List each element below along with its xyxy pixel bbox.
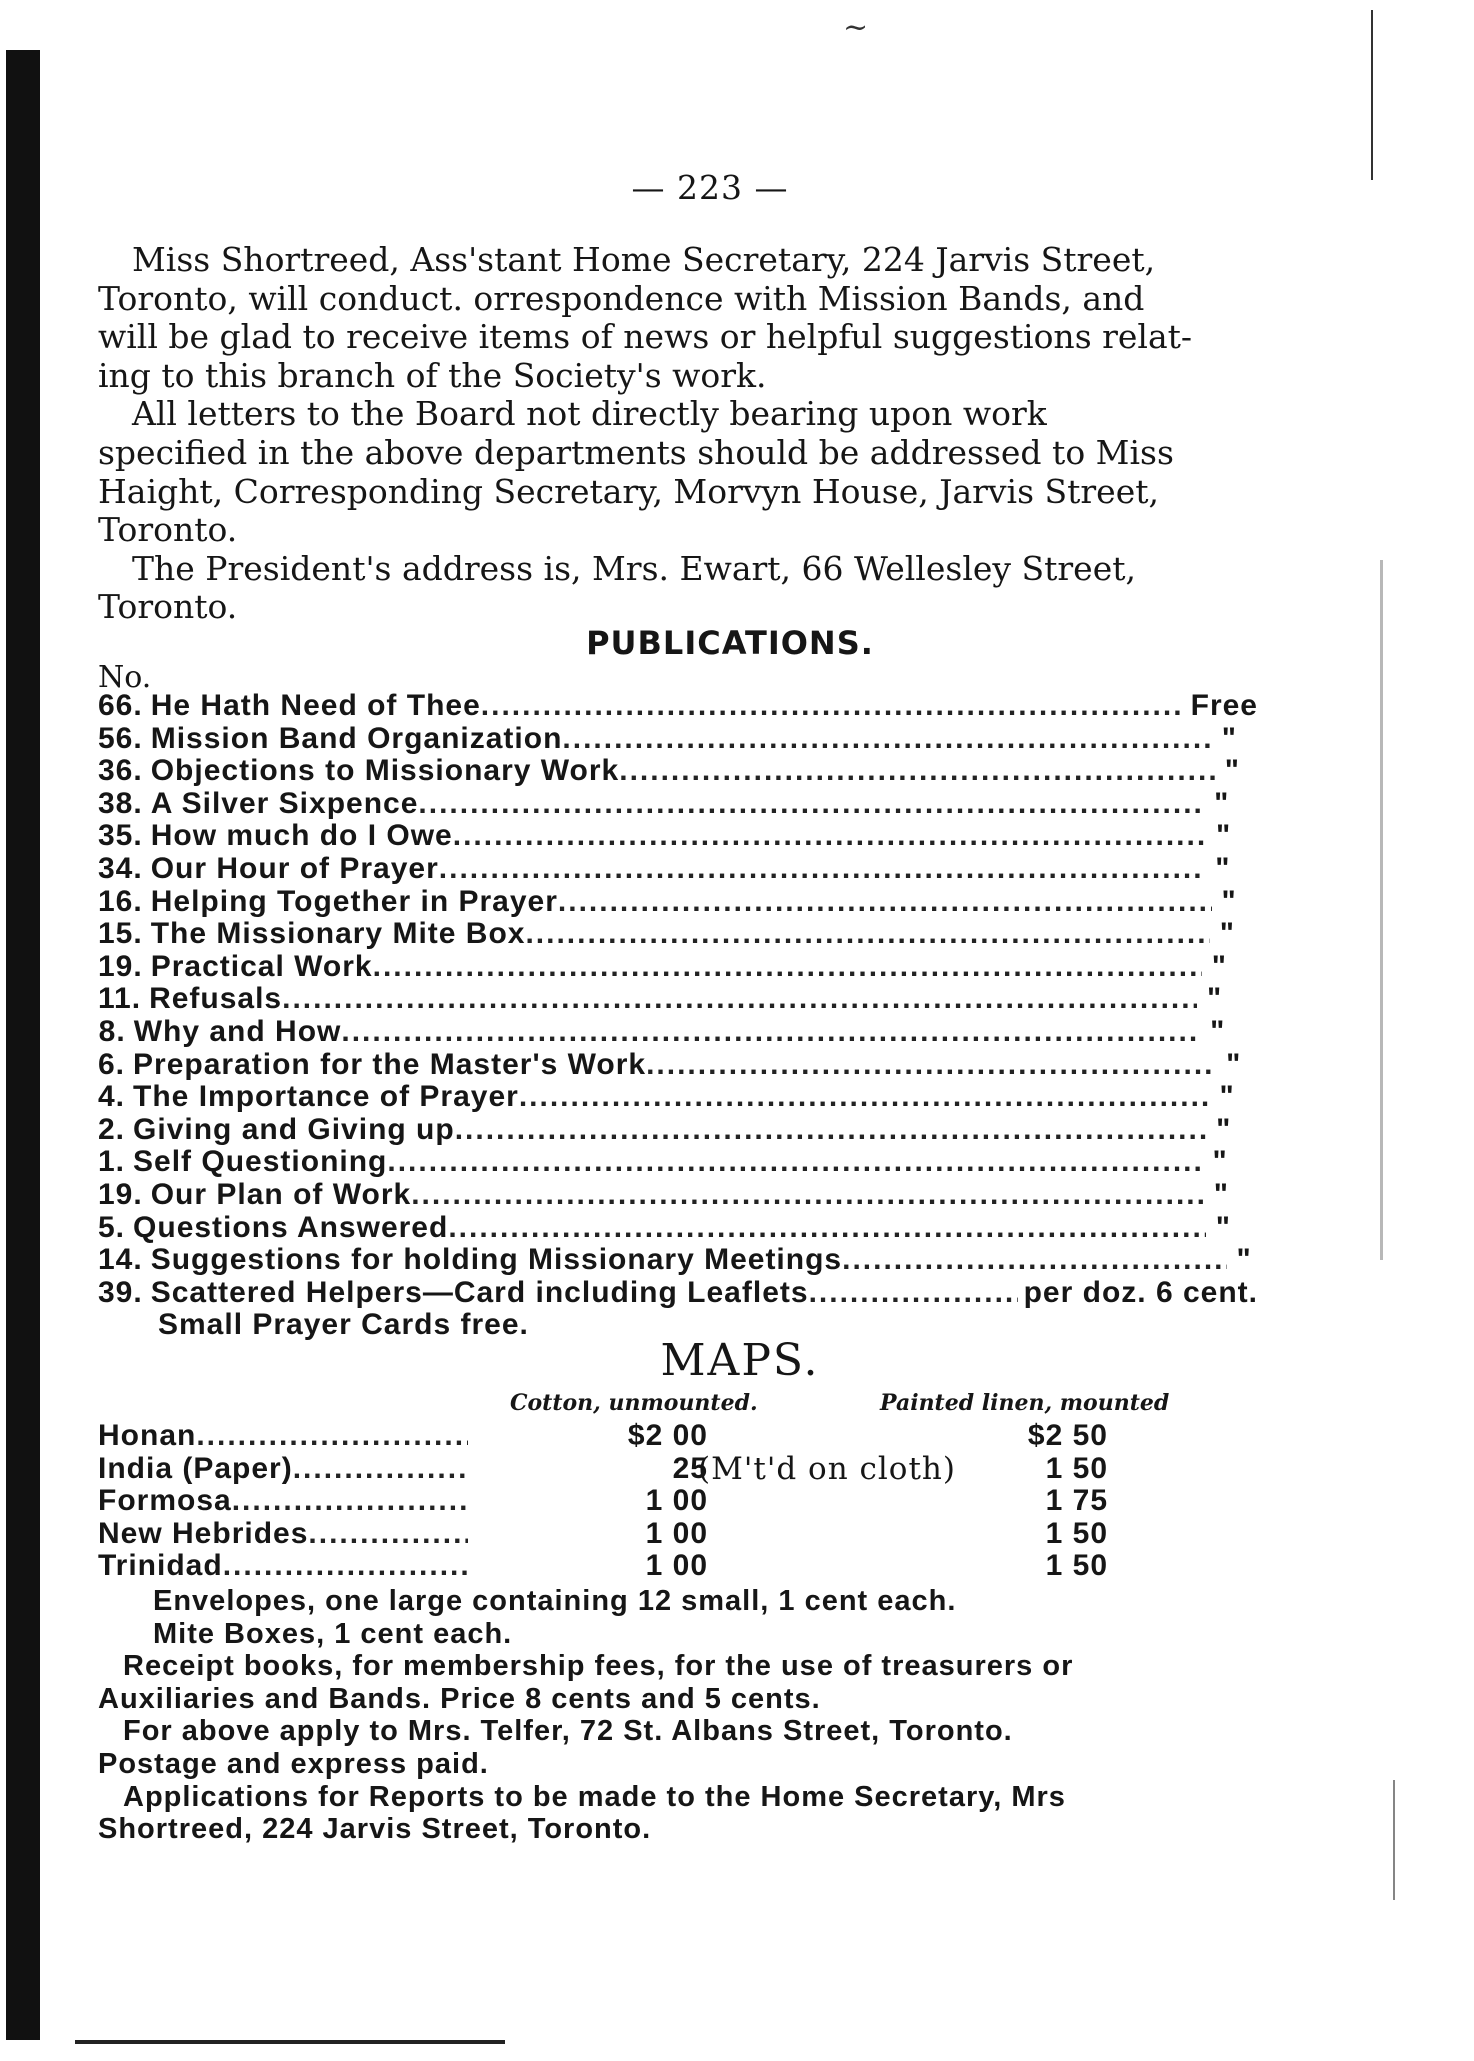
- reports-line: Applications for Reports to be made to the Home Secretary, Mrs: [123, 1780, 1066, 1813]
- item-number: 8.: [98, 1014, 126, 1048]
- table-row: [98, 1550, 1218, 1583]
- item-price: ": [1215, 1210, 1231, 1244]
- item-price: ": [1212, 1145, 1228, 1179]
- dot-leader: [646, 1049, 1216, 1082]
- item-price: ": [1219, 917, 1236, 951]
- dot-leader: [453, 820, 1206, 853]
- dot-leader: [411, 1179, 1204, 1212]
- table-row: [98, 1485, 1218, 1518]
- item-price: ": [1206, 982, 1223, 1016]
- item-title: How much do I Owe: [150, 819, 453, 853]
- cotton-column-header: Cotton, unmounted.: [510, 1390, 758, 1416]
- item-title: A Silver Sixpence: [150, 786, 419, 820]
- linen-price: $2 50: [1027, 1419, 1108, 1452]
- dot-leader: [519, 1081, 1210, 1114]
- map-name-cell: [98, 1485, 468, 1518]
- item-price: ": [1221, 884, 1237, 918]
- list-item: [98, 1212, 1258, 1245]
- item-title: The Importance of Prayer: [133, 1080, 519, 1114]
- item-number: 56.: [98, 721, 143, 755]
- map-name: Honan: [98, 1419, 197, 1452]
- stray-ink-mark: ~: [843, 10, 869, 45]
- dot-leader: [341, 1016, 1200, 1049]
- dot-leader: [525, 918, 1209, 951]
- item-price: ": [1215, 819, 1232, 853]
- map-name: Formosa: [98, 1484, 232, 1518]
- dot-leader: [562, 723, 1211, 756]
- dot-leader: [842, 1244, 1226, 1277]
- item-price: Free: [1190, 689, 1258, 722]
- dot-leader: [373, 951, 1202, 984]
- receipt-books-line: Auxiliaries and Bands. Price 8 cents and 5 cents.: [98, 1682, 821, 1715]
- item-title: Suggestions for holding Missionary Meetings: [150, 1243, 843, 1277]
- text-line: The President's address is, Mrs. Ewart, 66 Wellesley Street,: [132, 548, 1136, 588]
- item-number: 39.: [98, 1275, 143, 1309]
- dot-leader: [293, 1453, 468, 1486]
- map-name-cell: [98, 1453, 468, 1486]
- dot-leader: [418, 788, 1204, 821]
- publications-heading: PUBLICATIONS.: [586, 624, 874, 662]
- list-item: [98, 1277, 1258, 1310]
- map-name-cell: [98, 1420, 468, 1453]
- item-price: ": [1219, 1080, 1235, 1114]
- dot-leader: [387, 1146, 1202, 1179]
- list-item: [98, 1179, 1258, 1212]
- cotton-price: 1 00: [645, 1484, 708, 1518]
- number-column-label: No.: [98, 660, 152, 695]
- paragraph: [98, 550, 1266, 627]
- publications-note: Small Prayer Cards free.: [158, 1308, 529, 1342]
- item-number: 4.: [98, 1080, 126, 1114]
- item-title: Self Questioning: [133, 1145, 388, 1179]
- list-item: [98, 951, 1258, 984]
- page-bottom-rule: [75, 2040, 505, 2044]
- cotton-price: $2 00: [627, 1419, 708, 1452]
- item-price: ": [1224, 754, 1240, 788]
- item-number: 66.: [98, 689, 143, 722]
- list-item: [98, 983, 1258, 1016]
- item-number: 38.: [98, 786, 143, 820]
- table-row: [98, 1450, 1218, 1487]
- receipt-books-line: Receipt books, for membership fees, for the use of treasurers or: [123, 1650, 1074, 1683]
- table-row: [98, 1420, 1218, 1453]
- paragraph: [98, 395, 1266, 549]
- paragraph: [98, 241, 1266, 395]
- item-number: 2.: [98, 1112, 126, 1146]
- text-line: Miss Shortreed, Ass'stant Home Secretary, 224 Jarvis Street,: [132, 240, 1156, 279]
- item-title: The Missionary Mite Box: [150, 917, 526, 951]
- table-row: [98, 1518, 1218, 1551]
- dot-leader: [196, 1420, 468, 1453]
- maps-heading: MAPS.: [660, 1335, 820, 1386]
- dot-leader: [455, 1114, 1206, 1147]
- text-line: Haight, Corresponding Secretary, Morvyn House, Jarvis Street,: [98, 471, 1159, 511]
- item-number: 6.: [98, 1047, 126, 1081]
- text-line: Toronto.: [98, 510, 238, 550]
- cotton-price: 1 00: [645, 1516, 708, 1550]
- body-text: [98, 241, 1266, 627]
- list-item: [98, 690, 1258, 723]
- item-price: ": [1221, 721, 1237, 755]
- item-price: ": [1226, 1047, 1242, 1081]
- item-number: 5.: [98, 1210, 126, 1244]
- apply-line: Postage and express paid.: [98, 1747, 489, 1780]
- item-title: Refusals: [149, 982, 283, 1016]
- item-title: Our Plan of Work: [150, 1177, 412, 1211]
- list-item: [98, 918, 1258, 951]
- item-number: 16.: [98, 884, 143, 918]
- linen-price: 1 75: [1045, 1484, 1108, 1518]
- dot-leader: [809, 1277, 1018, 1310]
- item-price: ": [1213, 1177, 1229, 1211]
- item-number: 36.: [98, 754, 143, 788]
- item-number: 14.: [98, 1243, 143, 1277]
- linen-price: 1 50: [1045, 1549, 1108, 1583]
- item-title: Mission Band Organization: [150, 721, 563, 755]
- envelopes-line: Envelopes, one large containing 12 small, 1 cent each.: [153, 1585, 957, 1617]
- item-number: 1.: [98, 1145, 126, 1179]
- linen-price: 1 50: [1045, 1451, 1108, 1485]
- item-title: Giving and Giving up: [133, 1112, 455, 1146]
- dot-leader: [282, 983, 1197, 1016]
- right-margin-mark: [1393, 1780, 1395, 1900]
- map-name-cell: [98, 1518, 468, 1551]
- text-line: All letters to the Board not directly bearing upon work: [132, 394, 1047, 434]
- map-name: Trinidad: [98, 1549, 223, 1583]
- item-title: Objections to Missionary Work: [150, 754, 620, 788]
- mite-boxes-line: Mite Boxes, 1 cent each.: [153, 1617, 513, 1650]
- cotton-price: 1 00: [645, 1549, 708, 1583]
- item-price: per doz. 6 cent.: [1023, 1275, 1258, 1309]
- page-number: — 223 —: [631, 168, 789, 207]
- item-number: 15.: [98, 917, 143, 951]
- text-line: will be glad to receive items of news or helpful suggestions relat-: [98, 317, 1193, 357]
- list-item: [98, 1081, 1258, 1114]
- item-number: 19.: [98, 949, 143, 983]
- item-price: ": [1216, 1112, 1232, 1146]
- list-item: [98, 853, 1258, 886]
- list-item: [98, 1016, 1258, 1049]
- text-line: Toronto, will conduct. orrespondence with Mission Bands, and: [98, 278, 1145, 318]
- dot-leader: [308, 1518, 468, 1551]
- right-margin-mark: [1371, 10, 1373, 180]
- dot-leader: [448, 1212, 1205, 1245]
- list-item: [98, 755, 1258, 788]
- right-margin-mark: [1380, 560, 1383, 1260]
- linen-column-header: Painted linen, mounted: [880, 1390, 1170, 1416]
- text-line: ing to this branch of the Society's work.: [98, 355, 767, 395]
- item-title: Practical Work: [150, 949, 373, 983]
- map-name-cell: [98, 1550, 468, 1583]
- item-title: Our Hour of Prayer: [150, 851, 439, 885]
- dot-leader: [223, 1550, 468, 1583]
- item-price: ": [1210, 1014, 1226, 1048]
- item-number: 34.: [98, 851, 143, 885]
- item-title: Helping Together in Prayer: [150, 884, 558, 918]
- footer-notes: [98, 1585, 1298, 1846]
- item-number: 35.: [98, 819, 143, 853]
- apply-line: For above apply to Mrs. Telfer, 72 St. Albans Street, Toronto.: [123, 1715, 1013, 1748]
- list-item: [98, 820, 1258, 853]
- map-name: India (Paper): [98, 1451, 293, 1485]
- item-price: ": [1236, 1243, 1252, 1277]
- item-title: Questions Answered: [133, 1210, 449, 1244]
- linen-price: 1 50: [1045, 1516, 1108, 1550]
- list-item: [98, 1244, 1258, 1277]
- item-number: 11.: [98, 982, 142, 1016]
- text-line: Toronto.: [98, 587, 238, 627]
- list-item: [98, 1114, 1258, 1147]
- item-title: He Hath Need of Thee: [150, 689, 481, 722]
- dot-leader: [619, 755, 1215, 788]
- dot-leader: [481, 690, 1181, 723]
- item-price: ": [1215, 851, 1231, 885]
- mount-note: (M't'd on cloth): [698, 1450, 956, 1487]
- item-title: Why and How: [133, 1014, 342, 1048]
- list-item: [98, 788, 1258, 821]
- item-number: 19.: [98, 1177, 143, 1211]
- list-item: [98, 886, 1258, 919]
- text-line: specified in the above departments should be addressed to Miss: [98, 432, 1174, 472]
- maps-table: [98, 1420, 1218, 1583]
- item-title: Preparation for the Master's Work: [133, 1047, 647, 1081]
- item-title: Scattered Helpers—Card including Leaflets: [150, 1275, 809, 1309]
- list-item: [98, 1146, 1258, 1179]
- page-binding-edge: [6, 50, 40, 2040]
- list-item: [98, 1049, 1258, 1082]
- dot-leader: [232, 1485, 468, 1518]
- map-name: New Hebrides: [98, 1516, 309, 1550]
- dot-leader: [558, 886, 1212, 919]
- reports-line: Shortreed, 224 Jarvis Street, Toronto.: [98, 1813, 652, 1846]
- dot-leader: [439, 853, 1205, 886]
- publications-list: [98, 690, 1258, 1342]
- cotton-price: 25: [672, 1451, 708, 1485]
- item-price: ": [1211, 949, 1227, 983]
- list-item: [98, 723, 1258, 756]
- item-price: ": [1214, 786, 1230, 820]
